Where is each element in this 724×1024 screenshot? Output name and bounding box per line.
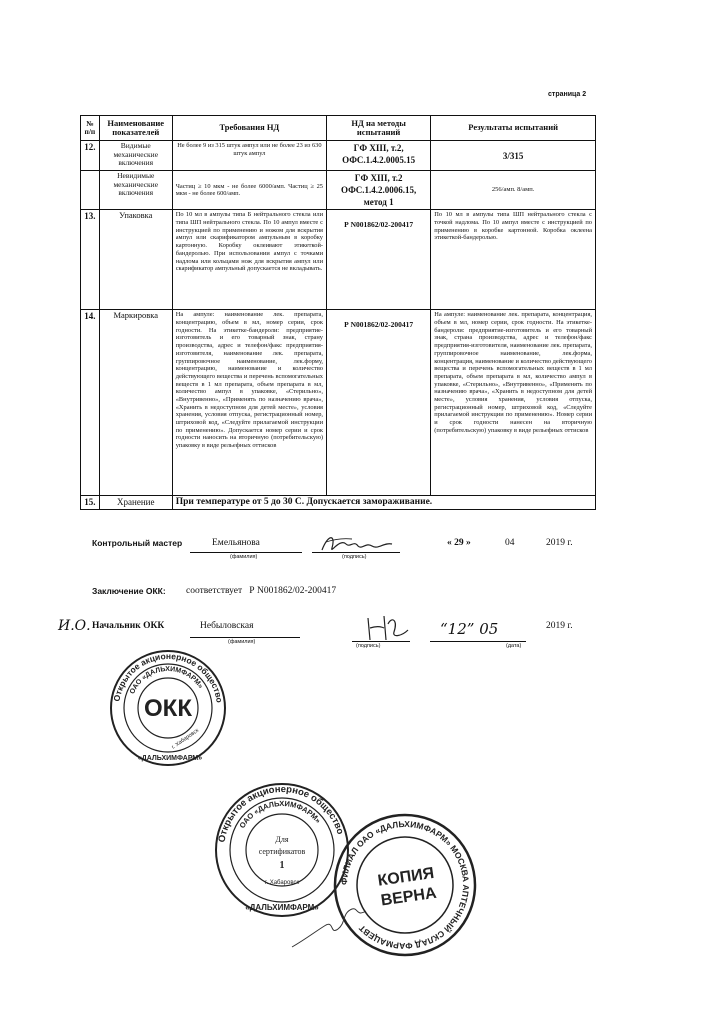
cert-center-line2: сертификатов: [258, 847, 306, 856]
control-date-day: « 29 »: [447, 538, 471, 548]
head-sign-caption: (подпись): [356, 643, 381, 649]
row-num: 14.: [81, 310, 100, 496]
row-num: 12.: [81, 141, 100, 171]
header-results: Результаты испытаний: [431, 116, 596, 141]
head-date-year: 2019 г.: [546, 621, 573, 631]
cert-city: г. Хабаровск: [264, 880, 300, 886]
control-name-caption: (фамилия): [230, 554, 258, 560]
control-date-month: 04: [505, 538, 515, 548]
header-requirements: Требования НД: [172, 116, 326, 141]
row-num: [81, 171, 100, 210]
header-num: № п/п: [81, 116, 100, 141]
row-name: Хранение: [99, 496, 172, 509]
okk-ring-mid: ОАО «ДАЛЬХИМФАРМ»: [128, 665, 204, 696]
conclusion-label: Заключение ОКК:: [92, 586, 166, 596]
okk-bottom: «ДАЛЬХИМФАРМ»: [137, 755, 203, 762]
copy-line2: ВЕРНА: [379, 884, 438, 910]
control-sign-caption: (подпись): [342, 554, 367, 560]
row-result: На ампуле: наименование лек. препарата, концентрация, объем в мл, номер серии, срок годности. На этикетке-бандероли: предприятие-изготовитель и его товарный знак, страна производства, адрес и телефон/факс предприятия-изготовителя, наименование лек. препарата, группировочное наименование, лек.форма, концентрация, наименование и количество действующего вещества и перечень вспомогательных веществ в 1 мл препарата, объем препарата в мл, количество ампул в упаковке, «Стерильно», «Внутривенно», «Применять по назначению врача», «Хранить в недоступном для детей месте», условия хранения, условия отпуска, регистрационный номер, штриховой код, «Следуйте прилагаемой инструкции по применению». Номер серии и срок годности нанесен на вторичную (потребительскую) упаковку в виде рельефных оттисков: [431, 310, 596, 496]
copy-ring: ФИЛИАЛ ОАО «ДАЛЬХИМФАРМ» МОСКВА АПТЕЧНЫЙ СКЛАД ФАРМАЦЕВТ: [338, 818, 472, 952]
control-master-name: Емельянова: [212, 538, 260, 548]
table-row: [81, 210, 596, 310]
head-date-handwritten: “12” 05: [440, 620, 499, 638]
control-date-year: 2019 г.: [546, 538, 573, 548]
row-name: Упаковка: [99, 210, 172, 310]
table-row: [81, 171, 596, 210]
row-result: По 10 мл в ампулы типа ШП нейтрального стекла с точкой надлома. По 10 ампул вместе с инструкцией по применению в коробке картонной. Коробка оклеена этикеткой-бандеролью.: [431, 210, 596, 310]
acting-prefix: И.О.: [58, 618, 91, 634]
row-nd: ГФ XIII, т.2 ОФС.1.4.2.0006.15, метод 1: [327, 171, 431, 210]
row-num: 15.: [81, 496, 100, 509]
row-nd: ГФ XIII, т.2, ОФС.1.4.2.0005.15: [327, 141, 431, 171]
okk-stamp: [108, 648, 228, 768]
test-results-table: [80, 115, 596, 510]
row-requirements: На ампуле: наименование лек. препарата, концентрацию, объем в мл, номер серии, срок годности. На этикетке-бандероли: предприятие-изготовитель и его товарный знак, страну производства, адрес и телефон/факс предприятия-изготовителя, наименование лек. препарата, группировочное наименование, лек.форму, концентрацию, наименование и количество действующего вещества и перечень вспомогательных веществ в 1 мл препарата, объем препарата в мл, количество ампул в упаковке, «Стерильно», «Внутривенно», «Применять по назначению врача», «Хранить в недоступном для детей месте», условия хранения, условия отпуска, регистрационный номер, штриховой код, «Следуйте прилагаемой инструкции по применению». Допускается номер серии и срок годности наносить на вторичную (потребительскую) упаковку в виде рельефных оттисков: [172, 310, 326, 496]
table-row: [81, 310, 596, 496]
table-row: [81, 496, 596, 509]
control-master-label: Контрольный мастер: [92, 538, 183, 548]
okk-city: г. Хабаровск: [170, 727, 200, 751]
cert-bottom: «ДАЛЬХИМФАРМ»: [245, 903, 319, 912]
table-row: [81, 141, 596, 171]
okk-center: ОКК: [144, 695, 192, 722]
row-requirements: Частиц ≥ 10 мкм - не более 6000/амп. Частиц ≥ 25 мкм - не более 600/амп.: [172, 171, 326, 210]
row-storage-requirement: При температуре от 5 до 30 С. Допускается замораживание.: [172, 496, 595, 509]
head-name-caption: (фамилия): [228, 639, 256, 645]
row-result: 3/315: [431, 141, 596, 171]
cert-center-line3: 1: [279, 860, 285, 871]
row-nd: Р N001862/02-200417: [327, 210, 431, 310]
row-nd: Р N001862/02-200417: [327, 310, 431, 496]
row-requirements: Не более 9 из 315 штук ампул или не более 23 из 630 штук ампул: [172, 141, 326, 171]
cert-ring-mid: ОАО «ДАЛЬХИМФАРМ»: [237, 798, 323, 830]
header-nd-methods: НД на методы испытаний: [327, 116, 431, 141]
head-okk-name: Небыловская: [200, 621, 254, 631]
head-date-caption: (дата): [506, 643, 522, 649]
page-label: страница 2: [548, 91, 587, 98]
row-requirements: По 10 мл в ампулы типа Б нейтрального стекла или типа ШП нейтрального стекла. По 10 ампул вместе с инструкцией по применению и ножом для вскрытия ампул или скарификатором ампульным в коробку картонную. Коробку оклеивают этикеткой-бандеролью. При использовании ампул с точками надлома или кольцами нож для вскрытия ампул или скарификатор ампульный допускается не вкладывать.: [172, 210, 326, 310]
stamp-signature: [286, 895, 376, 955]
table-header-row: [81, 116, 596, 141]
copy-line1: КОПИЯ: [376, 864, 436, 890]
okk-ring-top: Открытое акционерное общество: [111, 650, 225, 704]
row-num: 13.: [81, 210, 100, 310]
cert-ring-top: Открытое акционерное общество: [216, 783, 346, 844]
row-name: Маркировка: [99, 310, 172, 496]
row-name: Невидимые механические включения: [99, 171, 172, 210]
row-name: Видимые механические включения: [99, 141, 172, 171]
header-name: Наименование показателей: [99, 116, 172, 141]
head-okk-label: Начальник ОКК: [92, 621, 165, 631]
head-signature: [362, 612, 412, 644]
conclusion-value: соответствует Р N001862/02-200417: [186, 586, 337, 596]
cert-center-line1: Для: [275, 835, 289, 844]
row-result: 256/амп. 8/амп.: [431, 171, 596, 210]
